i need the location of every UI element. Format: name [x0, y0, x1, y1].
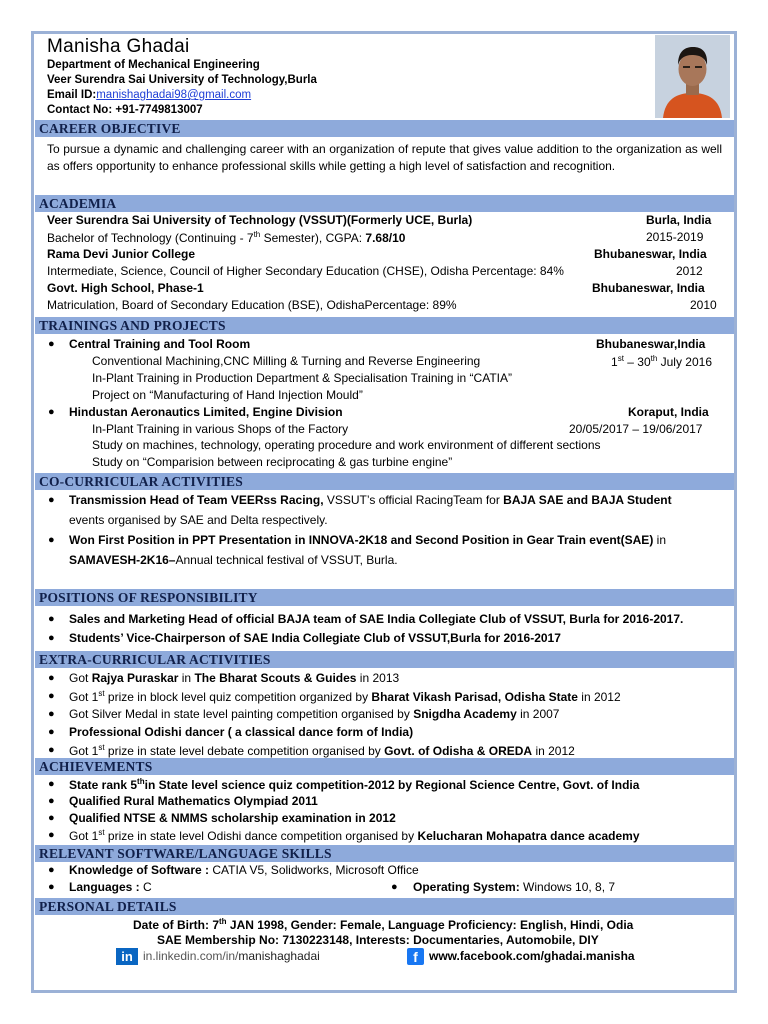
bullet-icon: ● — [48, 690, 55, 702]
text-regular: in 2012 — [577, 690, 621, 704]
section-title: CO-CURRICULAR ACTIVITIES — [39, 474, 243, 489]
bullet-icon: ● — [48, 632, 55, 644]
linkedin-link[interactable] — [143, 949, 320, 963]
cocurricular-item-1-line-2: events organised by SAE and Delta respectively. — [69, 513, 328, 527]
text-regular: Windows 10, 8, 7 — [523, 880, 616, 894]
text-bold: Kelucharan Mohapatra dance academy — [417, 829, 640, 843]
section-title: ACADEMIA — [39, 196, 117, 211]
training-title-1: Central Training and Tool Room — [69, 337, 251, 351]
facebook-icon: f — [407, 948, 424, 965]
text-bold: Bharat Vikash Parisad, Odisha State — [371, 690, 578, 704]
linkedin-user: manishaghadai — [238, 949, 320, 963]
text-sup: st — [98, 743, 105, 752]
extracurricular-item-5 — [69, 743, 575, 758]
profile-photo — [655, 35, 730, 118]
academia-detail-1-a: Bachelor of Technology (Continuing - 7 — [47, 231, 254, 245]
software-os — [413, 880, 615, 894]
bullet-icon: ● — [48, 812, 55, 824]
text-regular: in — [656, 533, 666, 547]
bullet-icon: ● — [48, 829, 55, 841]
training-location-1: Bhubaneswar,India — [596, 337, 706, 351]
achievement-item-1 — [69, 777, 639, 792]
bullet-icon: ● — [48, 778, 55, 790]
text-regular: in 2007 — [516, 707, 560, 721]
bullet-icon: ● — [48, 744, 55, 756]
text-bold: SAMAVESH-2K16– — [69, 553, 176, 567]
extracurricular-item-3 — [69, 707, 559, 721]
academia-detail-2: Intermediate, Science, Council of Higher Secondary Education (CHSE), Odisha Percentage: 84% — [47, 264, 564, 278]
date-part: 1 — [611, 355, 618, 369]
linkedin-prefix: in.linkedin.com/in/ — [143, 949, 239, 963]
section-responsibility — [35, 589, 734, 606]
training-2-dates: 20/05/2017 – 19/06/2017 — [569, 422, 703, 436]
extracurricular-item-4: Professional Odishi dancer ( a classical dance form of India) — [69, 725, 414, 739]
academia-institution-3: Govt. High School, Phase-1 — [47, 281, 204, 295]
section-academia — [35, 195, 734, 212]
bullet-icon: ● — [391, 881, 398, 893]
extracurricular-item-1 — [69, 671, 399, 685]
text-sup: st — [98, 689, 105, 698]
training-1-dates — [611, 354, 712, 369]
department: Department of Mechanical Engineering — [47, 59, 260, 71]
bullet-icon: ● — [48, 864, 55, 876]
email-label: Email ID: — [47, 89, 97, 101]
text-regular: Got 1 — [69, 829, 99, 843]
training-1-line-1: Conventional Machining,CNC Milling & Turning and Reverse Engineering — [92, 354, 481, 368]
text-regular: prize in state level Odishi dance competition organised by — [104, 829, 418, 843]
bullet-icon: ● — [48, 726, 55, 738]
training-2-line-2: Study on machines, technology, operating procedure and work environment of different sections — [92, 438, 601, 452]
academia-location-3: Bhubaneswar, India — [592, 281, 705, 295]
academia-location-1: Burla, India — [646, 213, 712, 227]
text-bold: JAN 1998, Gender: Female, Language Proficiency: English, Hindi, Odia — [226, 918, 634, 932]
responsibility-item-1: Sales and Marketing Head of official BAJA team of SAE India Collegiate Club of VSSUT, Burla for 2016-2017. — [69, 612, 684, 626]
section-title: CAREER OBJECTIVE — [39, 121, 181, 136]
text-bold: Transmission Head of Team VEERss Racing, — [69, 493, 324, 507]
text-bold: BAJA SAE and BAJA Student — [503, 493, 672, 507]
bullet-icon: ● — [48, 881, 55, 893]
facebook-link[interactable]: www.facebook.com/ghadai.manisha — [429, 949, 635, 963]
bullet-icon: ● — [48, 795, 55, 807]
academia-years-1: 2015-2019 — [646, 230, 704, 244]
bullet-icon: ● — [48, 672, 55, 684]
text-regular: in 2012 — [532, 744, 575, 758]
text-sup: st — [98, 828, 105, 837]
text-bold: Rajya Puraskar — [91, 671, 179, 685]
text-bold: Date of Birth: 7 — [133, 918, 220, 932]
text-bold: Languages : — [69, 880, 144, 894]
cocurricular-item-2 — [69, 533, 666, 547]
training-title-2: Hindustan Aeronautics Limited, Engine Division — [69, 405, 343, 419]
section-achievements — [35, 758, 734, 775]
achievement-item-3: Qualified NTSE & NMMS scholarship examination in 2012 — [69, 811, 396, 825]
text-bold: Govt. of Odisha & OREDA — [384, 744, 533, 758]
candidate-name: Manisha Ghadai — [47, 36, 190, 57]
text-bold: in State level science quiz competition-2012 by Regional Science Centre, Govt. of India — [144, 778, 640, 792]
academia-location-2: Bhubaneswar, India — [594, 247, 707, 261]
achievement-item-4 — [69, 828, 640, 843]
section-title: ACHIEVEMENTS — [39, 759, 153, 774]
text-regular: Got 1 — [69, 744, 99, 758]
text-bold: Won First Position in PPT Presentation in INNOVA-2K18 and Second Position in Gear Train event(SAE) — [69, 533, 657, 547]
section-title: RELEVANT SOFTWARE/LANGUAGE SKILLS — [39, 846, 332, 861]
date-sup: th — [650, 354, 658, 363]
date-part: – 30 — [623, 355, 651, 369]
text-regular: in 2013 — [356, 671, 400, 685]
text-bold: Snigdha Academy — [413, 707, 517, 721]
academia-detail-1-b: Semester), CGPA: — [260, 231, 366, 245]
text-regular: in — [178, 671, 195, 685]
academia-detail-1 — [47, 230, 405, 245]
text-bold: State rank 5 — [69, 778, 138, 792]
text-regular: prize in state level debate competition organised by — [104, 744, 385, 758]
section-title: POSITIONS OF RESPONSIBILITY — [39, 590, 258, 605]
linkedin-icon: in — [116, 948, 138, 965]
section-title: TRAININGS AND PROJECTS — [39, 318, 226, 333]
academia-years-2: 2012 — [676, 264, 703, 278]
text-sup: th — [219, 917, 227, 926]
achievement-item-2: Qualified Rural Mathematics Olympiad 2011 — [69, 794, 318, 808]
academia-years-3: 2010 — [690, 298, 717, 312]
section-cocurricular — [35, 473, 734, 490]
academia-detail-1-sup: th — [253, 230, 261, 239]
date-sup: st — [617, 354, 624, 363]
text-regular: Annual technical festival of VSSUT, Burla. — [175, 553, 398, 567]
text-regular: Got — [69, 671, 92, 685]
career-objective-text: To pursue a dynamic and challenging career with an organization of repute that gives value addition to the organization as well as offers opportunity to enhance professional skills while getting a high level of satisfaction and recognition. — [47, 142, 722, 173]
date-part: July 2016 — [657, 355, 712, 369]
responsibility-item-2: Students’ Vice-Chairperson of SAE India Collegiate Club of VSSUT,Burla for 2016-2017 — [69, 631, 561, 645]
profile-photo-image — [655, 35, 730, 118]
academia-detail-3: Matriculation, Board of Secondary Education (BSE), OdishaPercentage: 89% — [47, 298, 457, 312]
text-bold: The Bharat Scouts & Guides — [194, 671, 357, 685]
section-title: PERSONAL DETAILS — [39, 899, 177, 914]
section-career-objective — [35, 120, 734, 137]
academia-institution-1: Veer Surendra Sai University of Technology (VSSUT)(Formerly UCE, Burla) — [47, 213, 473, 227]
text-regular: Got Silver Medal in state level painting competition organised by — [69, 707, 414, 721]
software-languages — [69, 880, 152, 894]
academia-cgpa: 7.68/10 — [365, 231, 406, 245]
text-regular: VSSUT’s official RacingTeam for — [323, 493, 504, 507]
section-title: EXTRA-CURRICULAR ACTIVITIES — [39, 652, 271, 667]
contact-number: Contact No: +91-7749813007 — [47, 104, 203, 116]
text-regular: CATIA V5, Solidworks, Microsoft Office — [212, 863, 419, 877]
section-software — [35, 845, 734, 862]
text-sup: th — [137, 777, 145, 786]
extracurricular-item-2 — [69, 689, 621, 704]
university: Veer Surendra Sai University of Technology,Burla — [47, 74, 317, 86]
training-location-2: Koraput, India — [628, 405, 709, 419]
section-trainings — [35, 317, 734, 334]
cocurricular-item-1 — [69, 493, 672, 507]
training-2-line-3: Study on “Comparision between reciprocating & gas turbine engine” — [92, 455, 453, 469]
training-1-line-3: Project on “Manufacturing of Hand Injection Mould” — [92, 388, 363, 402]
email-line — [47, 89, 251, 101]
bullet-icon: ● — [48, 494, 55, 506]
training-2-line-1: In-Plant Training in various Shops of the Factory — [92, 422, 349, 436]
bullet-icon: ● — [48, 406, 55, 418]
bullet-icon: ● — [48, 708, 55, 720]
personal-membership-line: SAE Membership No: 7130223148, Interests: Documentaries, Automobile, DIY — [157, 933, 599, 947]
text-regular: Got 1 — [69, 690, 99, 704]
bullet-icon: ● — [48, 613, 55, 625]
academia-institution-2: Rama Devi Junior College — [47, 247, 196, 261]
text-bold: Knowledge of Software : — [69, 863, 213, 877]
training-1-line-2: In-Plant Training in Production Department & Specialisation Training in “CATIA” — [92, 371, 512, 385]
text-bold: Operating System: — [413, 880, 524, 894]
cocurricular-item-2-line-2 — [69, 553, 398, 567]
email-link[interactable]: manishaghadai98@gmail.com — [96, 89, 252, 101]
bullet-icon: ● — [48, 338, 55, 350]
section-extracurricular — [35, 651, 734, 668]
text-regular: C — [143, 880, 152, 894]
text-regular: prize in block level quiz competition organized by — [104, 690, 372, 704]
section-personal — [35, 898, 734, 915]
software-knowledge — [69, 863, 419, 877]
personal-dob-line — [133, 917, 633, 932]
bullet-icon: ● — [48, 534, 55, 546]
